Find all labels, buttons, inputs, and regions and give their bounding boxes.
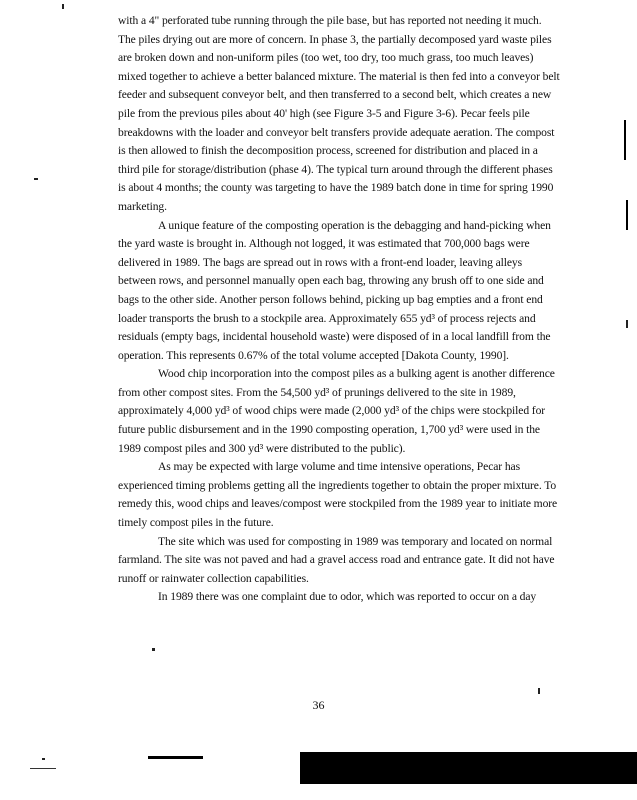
scan-speck — [626, 320, 628, 328]
scan-speck — [42, 758, 45, 760]
paragraph-phase-process: with a 4" perforated tube running through the pile base, but has reported not needing it much. The piles drying out are more of concern. In phase 3, the partially decomposed yard waste piles are broken down and non-uniform piles (too wet, too dry, too much grass, too much leaves) mixed together to achieve a better balanced mixture. The material is then fed into a conveyor belt feeder and subsequent conveyor belt, and then transferred to a second belt, which creates a new pile from the previous piles about 40' high (see Figure 3-5 and Figure 3-6). Pecar feels pile breakdowns with the loader and conveyor belt transfers provide adequate aeration. The compost is then allowed to finish the decomposition process, screened for distribution and placed in a third pile for storage/distribution (phase 4). The typical turn around through the different phases is about 4 months; the county was targeting to have the 1989 batch done in time for spring 1990 marketing. — [118, 14, 560, 213]
scan-black-bar — [300, 752, 637, 784]
scan-speck — [62, 4, 64, 9]
scan-dash-mark — [30, 768, 56, 769]
paragraph-odor-complaint: In 1989 there was one complaint due to odor, which was reported to occur on a day — [158, 590, 537, 604]
scan-margin-mark — [626, 200, 628, 230]
scan-speck — [34, 178, 38, 180]
scan-margin-mark — [624, 120, 626, 160]
page-number: 36 — [312, 698, 325, 712]
scan-speck — [538, 688, 540, 694]
paragraph-debagging: A unique feature of the composting operation is the debagging and hand-picking when the yard waste is brought in. Although not logged, it was estimated that 700,000 bags were delivered in 1989. The bags are spread out in rows with a front-end loader, leaving alleys between rows, and personnel manually open each bag, throwing any brush off to one side and bags to the other side. Another person follows behind, picking up bag empties and a front end loader transports the brush to a stockpile area. Approximately 655 yd³ of process rejects and residuals (empty bags, incidental household waste) were disposed of in a local landfill from the operation. This represents 0.67% of the total volume accepted [Dakota County, 1990]. — [118, 218, 551, 362]
paragraph-timing-problems: As may be expected with large volume and time intensive operations, Pecar has experienced timing problems getting all the ingredients together to obtain the proper mixture. To remedy this, wood chips and leaves/compost were stockpiled from the 1989 year to initiate more timely compost piles in the future. — [118, 460, 558, 530]
paragraph-wood-chips: Wood chip incorporation into the compost piles as a bulking agent is another difference from other compost sites. From the 54,500 yd³ of prunings delivered to the site in 1989, approximately 4,000 yd³ of wood chips were made (2,000 yd³ of the chips were stockpiled for future public disbursement and in the 1990 composting operation, 1,700 yd³ were used in the 1989 compost piles and 300 yd³ were distributed to the public). — [118, 367, 555, 455]
document-body — [118, 12, 560, 607]
scan-speck — [152, 648, 155, 651]
paragraph-site-description: The site which was used for composting in 1989 was temporary and located on normal farmland. The site was not paved and had a gravel access road and entrance gate. It did not have runoff or rainwater collection capabilities. — [118, 534, 555, 585]
scan-rule-mark — [148, 756, 203, 759]
